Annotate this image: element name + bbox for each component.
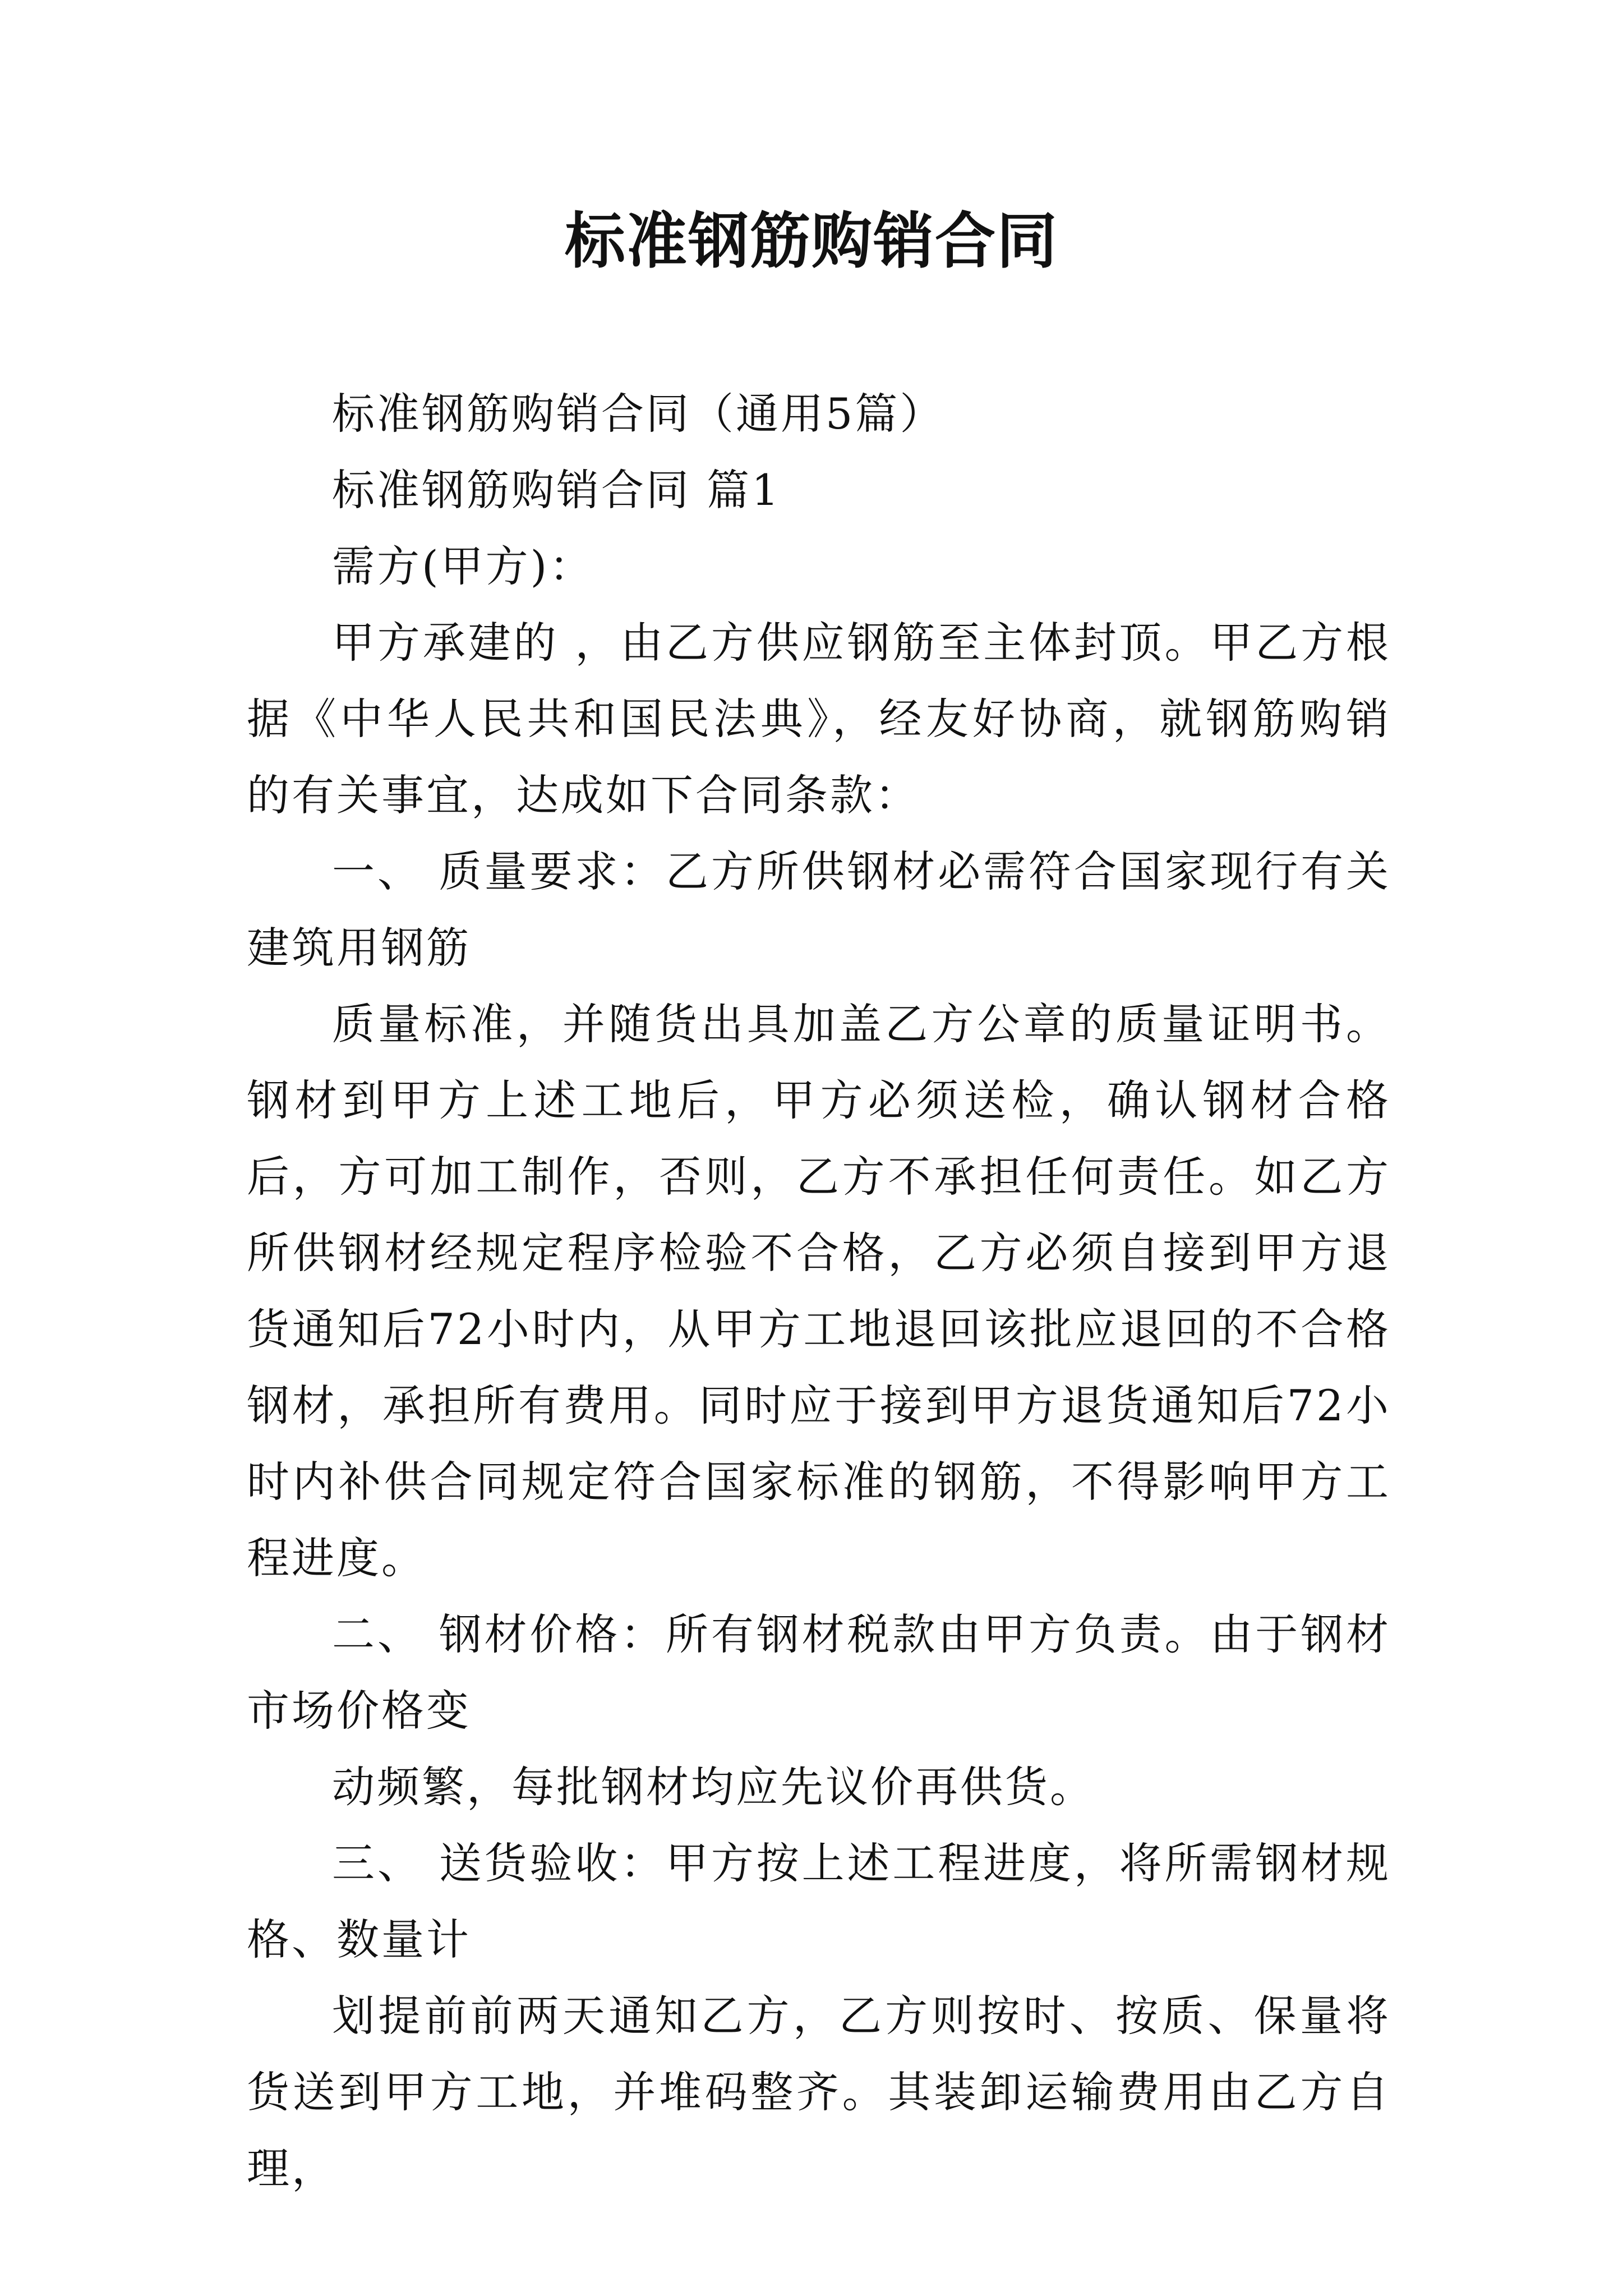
paragraph-clause-3-heading: 三、 送货验收：甲方按上述工程进度，将所需钢材规格、数量计 <box>247 1838 1391 1964</box>
paragraph-buyer-party: 需方(甲方)： <box>332 541 594 591</box>
paragraph-clause-2-body: 动频繁，每批钢材均应先议价再供货。 <box>332 1762 1095 1812</box>
paragraph-preamble: 甲方承建的 ，由乙方供应钢筋至主体封顶。甲乙方根据《中华人民共和国民法典》，经友好协商，就钢筋购销的有关事宜，达成如下合同条款： <box>247 618 1391 820</box>
document-body <box>247 376 1391 2207</box>
paragraph-section-heading: 标准钢筋购销合同 篇1 <box>332 465 781 515</box>
document-title: 标准钢筋购销合同 <box>564 206 1058 277</box>
paragraph-clause-1-heading: 一、 质量要求：乙方所供钢材必需符合国家现行有关建筑用钢筋 <box>247 846 1391 973</box>
paragraph-clause-3-body: 划提前前两天通知乙方，乙方则按时、按质、保量将货送到甲方工地，并堆码整齐。其装卸运输费用由乙方自理， <box>247 1991 1391 2193</box>
paragraph-clause-1-body: 质量标准，并随货出具加盖乙方公章的质量证明书。钢材到甲方上述工地后，甲方必须送检，确认钢材合格后，方可加工制作，否则，乙方不承担任何责任。如乙方所供钢材经规定程序检验不合格，乙方必须自接到甲方退货通知后72小时内，从甲方工地退回该批应退回的不合格钢材，承担所有费用。同时应于接到甲方退货通知后72小时内补供合同规定符合国家标准的钢筋，不得影响甲方工程进度。 <box>247 999 1391 1583</box>
paragraph-subtitle: 标准钢筋购销合同（通用5篇） <box>332 389 945 439</box>
paragraph-clause-2-heading: 二、 钢材价格：所有钢材税款由甲方负责。由于钢材市场价格变 <box>247 1609 1391 1736</box>
